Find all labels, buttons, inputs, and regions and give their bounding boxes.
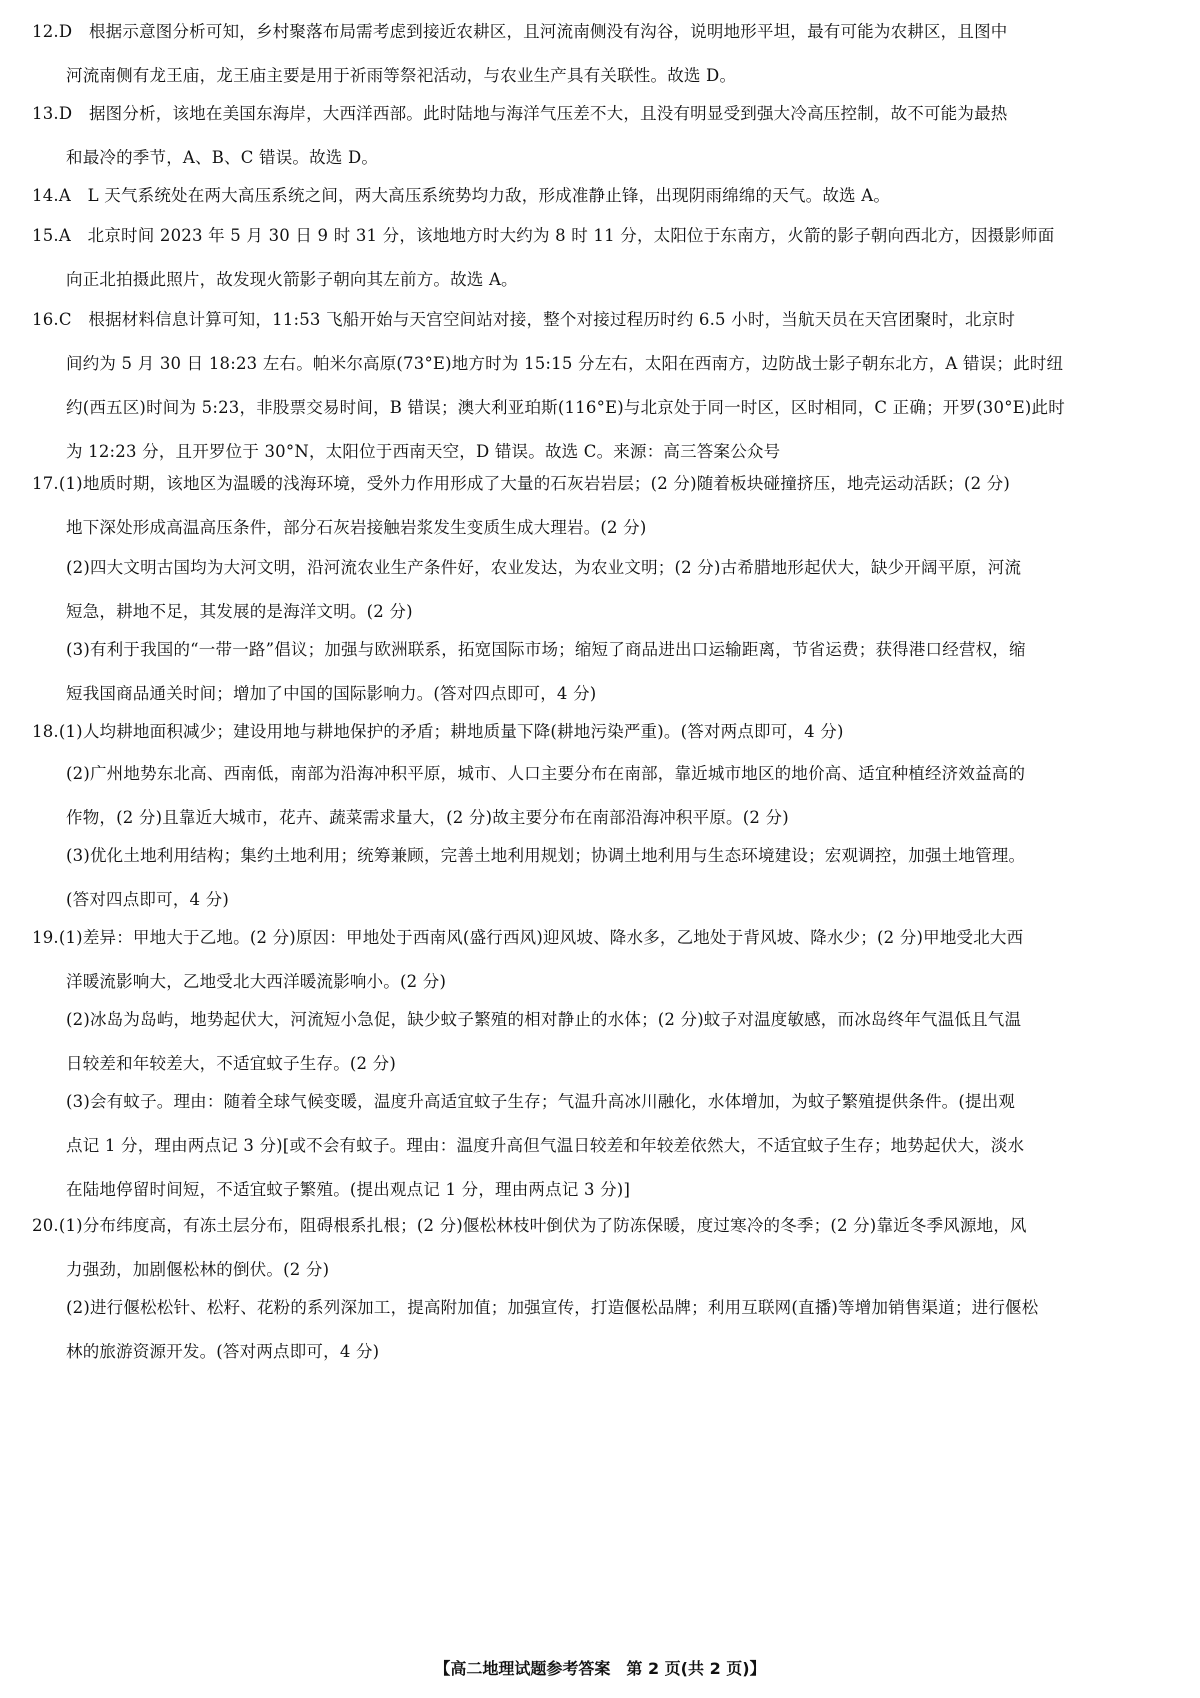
- answer-line: 日较差和年较差大，不适宜蚊子生存。(2 分): [66, 1054, 397, 1073]
- answer-12: [32, 10, 1168, 98]
- answer-16: [32, 298, 1168, 474]
- answer-line: 力强劲，加剧偃松林的倒伏。(2 分): [66, 1260, 330, 1279]
- answer-line: 河流南侧有龙王庙，龙王庙主要是用于祈雨等祭祀活动，与农业生产具有关联性。故选 D。: [66, 66, 737, 85]
- answer-line: 在陆地停留时间短，不适宜蚊子繁殖。(提出观点记 1 分，理由两点记 3 分)]: [66, 1180, 631, 1199]
- answer-line: 约(西五区)时间为 5:23，非股票交易时间，B 错误；澳大利亚珀斯(116°E)与北京处于同一时区，区时相同，C 正确；开罗(30°E)此时: [66, 398, 1065, 417]
- answer-14: [32, 174, 1168, 218]
- answer-line: (3)会有蚊子。理由：随着全球气候变暖，温度升高适宜蚊子生存；气温升高冰川融化，水体增加，为蚊子繁殖提供条件。(提出观: [66, 1092, 1016, 1111]
- answer-19-2: [66, 998, 1168, 1086]
- answer-18-3: [66, 834, 1168, 922]
- answer-line: (2)进行偃松松针、松籽、花粉的系列深加工，提高附加值；加强宣传，打造偃松品牌；利用互联网(直播)等增加销售渠道；进行偃松: [66, 1298, 1039, 1317]
- answer-line: 间约为 5 月 30 日 18:23 左右。帕米尔高原(73°E)地方时为 15:15 分左右，太阳在西南方，边防战士影子朝东北方，A 错误；此时纽: [66, 354, 1064, 373]
- answer-line: (3)优化土地利用结构；集约土地利用；统筹兼顾，完善土地利用规划；协调土地利用与生态环境建设；宏观调控，加强土地管理。: [66, 846, 1026, 865]
- answer-line: (答对四点即可，4 分): [66, 890, 230, 909]
- answer-line: 地下深处形成高温高压条件，部分石灰岩接触岩浆发生变质生成大理岩。(2 分): [66, 518, 647, 537]
- answer-18-1: [32, 710, 1168, 754]
- answer-line: (2)广州地势东北高、西南低，南部为沿海冲积平原，城市、人口主要分布在南部，靠近城市地区的地价高、适宜种植经济效益高的: [66, 764, 1026, 783]
- answer-line: 13.D 据图分析，该地在美国东海岸，大西洋西部。此时陆地与海洋气压差不大，且没有明显受到强大冷高压控制，故不可能为最热: [32, 104, 1008, 123]
- answer-15: [32, 214, 1168, 302]
- answer-line: 19.(1)差异：甲地大于乙地。(2 分)原因：甲地处于西南风(盛行西风)迎风坡、降水多，乙地处于背风坡、降水少；(2 分)甲地受北大西: [32, 928, 1024, 947]
- answer-line: 短我国商品通关时间；增加了中国的国际影响力。(答对四点即可，4 分): [66, 684, 597, 703]
- answer-line: 17.(1)地质时期，该地区为温暖的浅海环境，受外力作用形成了大量的石灰岩岩层；(2 分)随着板块碰撞挤压，地壳运动活跃；(2 分): [32, 474, 1011, 493]
- answer-line: 15.A 北京时间 2023 年 5 月 30 日 9 时 31 分，该地地方时大约为 8 时 11 分，太阳位于东南方，火箭的影子朝向西北方，因摄影师面: [32, 226, 1055, 245]
- answer-line: 和最冷的季节，A、B、C 错误。故选 D。: [66, 148, 379, 167]
- answer-19-1: [32, 916, 1168, 1004]
- answer-20-2: [66, 1286, 1168, 1374]
- answer-line: 点记 1 分，理由两点记 3 分)[或不会有蚊子。理由：温度升高但气温日较差和年较差依然大，不适宜蚊子生存；地势起伏大，淡水: [66, 1136, 1025, 1155]
- answer-line: 16.C 根据材料信息计算可知，11:53 飞船开始与天宫空间站对接，整个对接过程历时约 6.5 小时，当航天员在天宫团聚时，北京时: [32, 310, 1016, 329]
- answer-line: 洋暖流影响大，乙地受北大西洋暖流影响小。(2 分): [66, 972, 447, 991]
- answer-17-1: [32, 462, 1168, 550]
- answer-17-2: [66, 546, 1168, 634]
- answer-line: 作物，(2 分)且靠近大城市，花卉、蔬菜需求量大，(2 分)故主要分布在南部沿海冲积平原。(2 分): [66, 808, 789, 827]
- answer-line: 向正北拍摄此照片，故发现火箭影子朝向其左前方。故选 A。: [66, 270, 518, 289]
- answer-13: [32, 92, 1168, 180]
- answer-line: 14.A L 天气系统处在两大高压系统之间，两大高压系统势均力敌，形成准静止锋，出现阴雨绵绵的天气。故选 A。: [32, 186, 891, 205]
- answer-20-1: [32, 1204, 1168, 1292]
- answer-line: 短急，耕地不足，其发展的是海洋文明。(2 分): [66, 602, 413, 621]
- page-footer: 【高二地理试题参考答案 第 2 页(共 2 页)】: [434, 1659, 766, 1678]
- answer-line: (2)四大文明古国均为大河文明，沿河流农业生产条件好，农业发达，为农业文明；(2 分)古希腊地形起伏大，缺少开阔平原，河流: [66, 558, 1022, 577]
- answer-18-2: [66, 752, 1168, 840]
- answer-line: 20.(1)分布纬度高，有冻土层分布，阻碍根系扎根；(2 分)偃松林枝叶倒伏为了防冻保暖，度过寒冷的冬季；(2 分)靠近冬季风源地，风: [32, 1216, 1027, 1235]
- answer-line: (3)有利于我国的“一带一路”倡议；加强与欧洲联系，拓宽国际市场；缩短了商品进出口运输距离，节省运费；获得港口经营权，缩: [66, 640, 1026, 659]
- answer-line: (2)冰岛为岛屿，地势起伏大，河流短小急促，缺少蚊子繁殖的相对静止的水体；(2 分)蚊子对温度敏感，而冰岛终年气温低且气温: [66, 1010, 1022, 1029]
- answer-line: 林的旅游资源开发。(答对两点即可，4 分): [66, 1342, 380, 1361]
- answer-19-3: [66, 1080, 1168, 1212]
- answer-line: 18.(1)人均耕地面积减少；建设用地与耕地保护的矛盾；耕地质量下降(耕地污染严重)。(答对两点即可，4 分): [32, 722, 844, 741]
- answer-line: 12.D 根据示意图分析可知，乡村聚落布局需考虑到接近农耕区，且河流南侧没有沟谷，说明地形平坦，最有可能为农耕区，且图中: [32, 22, 1008, 41]
- answer-line: 为 12:23 分，且开罗位于 30°N，太阳位于西南天空，D 错误。故选 C。来源：高三答案公众号: [66, 442, 781, 461]
- answer-17-3: [66, 628, 1168, 716]
